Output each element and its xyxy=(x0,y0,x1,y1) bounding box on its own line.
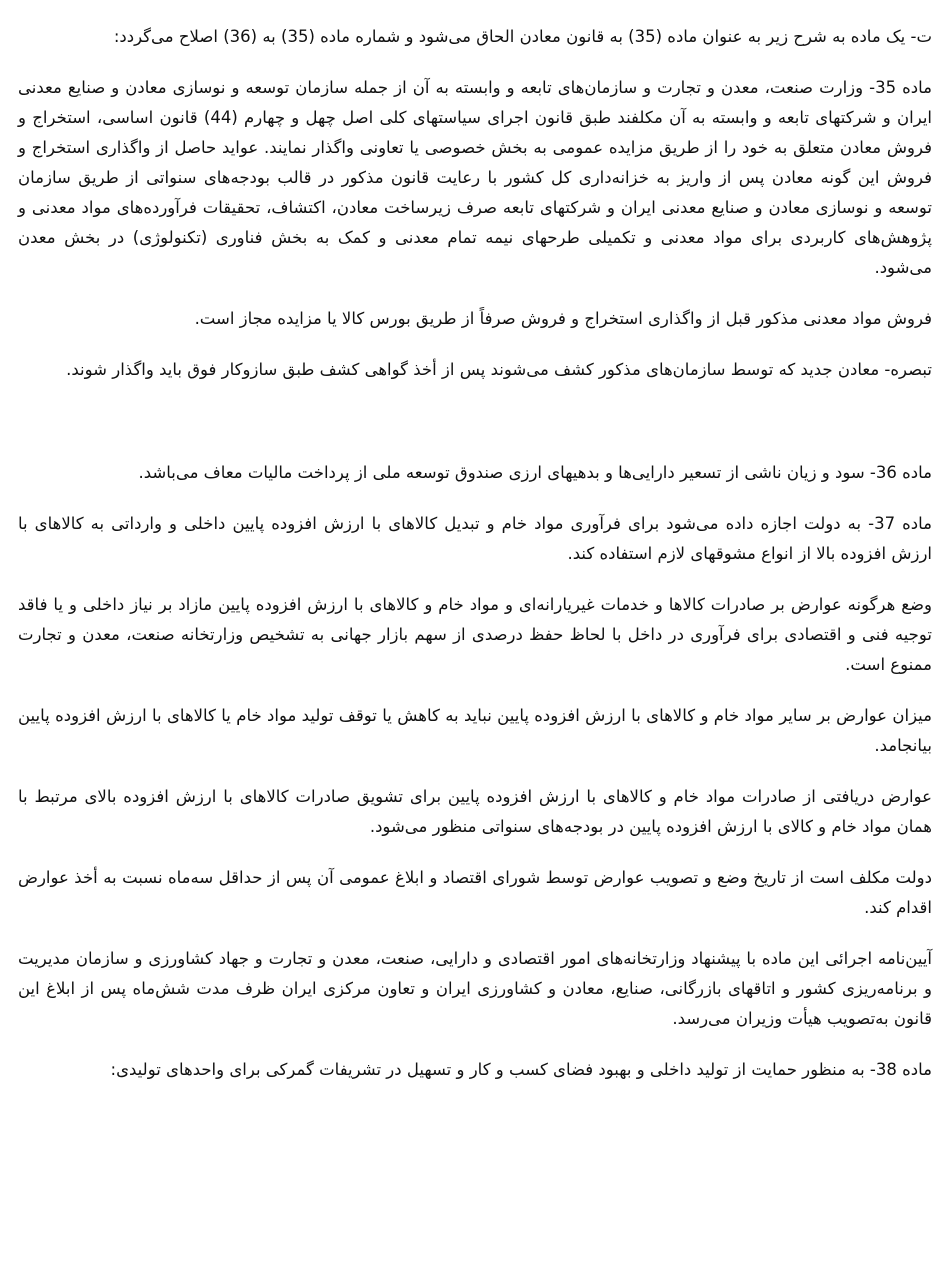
paragraph-government-obligation: دولت مکلف است از تاریخ وضع و تصویب عوارض توسط شورای اقتصاد و ابلاغ عمومی آن پس از حداقل سه‌ماه نسبت به أخذ عوارض اقدام کند. xyxy=(18,868,932,917)
paragraph-export-duties-ban: وضع هرگونه عوارض بر صادرات کالاها و خدمات غیریارانه‌ای و مواد خام و کالاهای با ارزش افزوده پایین مازاد بر نیاز داخلی و یا فاقد توجیه فنی و اقتصادی برای فرآوری در داخل با لحاظ حفظ درصدی از سهم بازار جهانی به تشخیص وزارتخانه صنعت، معدن و تجارت ممنوع است. xyxy=(18,595,932,674)
paragraph-sale-via-exchange: فروش مواد معدنی مذکور قبل از واگذاری استخراج و فروش صرفاً از طریق بورس کالا یا مزایده مجاز است. xyxy=(194,309,932,328)
paragraph-article-37: ماده 37- به دولت اجازه داده می‌شود برای فرآوری مواد خام و تبدیل کالاهای با ارزش افزوده پایین داخلی و وارداتی به کالاهای با ارزش افزوده بالا از انواع مشوقهای لازم استفاده کند. xyxy=(18,514,933,563)
paragraph-article-35: ماده 35- وزارت صنعت، معدن و تجارت و سازمان‌های تابعه و وابسته به آن از جمله سازمان توسعه و نوسازی معادن و صنایع معدنی ایران و شرکتهای تابعه و وابسته به آن مکلفند طبق قانون اجرای سیاستهای کلی اصل چهل و چهارم (44) قانون اساسی، استخراج و فروش معادن متعلق به خود را از طریق مزایده عمومی به بخش خصوصی یا تعاونی واگذار نمایند. عواید حاصل از واگذاری استخراج و فروش این گونه معادن پس از واریز به خزانه‌داری کل کشور با رعایت قانون مذکور در قالب بودجه‌های سنواتی از طریق سازمان توسعه و نوسازی معادن و صنایع معدنی ایران و شرکتهای تابعه صرف زیرساخت معادن، اکتشاف، تحقیقات فرآورده‌های مواد معدنی و پژوهش‌های کاربردی برای مواد معدنی و تکمیلی طرحهای نیمه تمام معدنی و کمک به بخش فناوری (تکنولوژی) در بخش معدن می‌شود. xyxy=(18,78,932,277)
paragraph-duty-levels: میزان عوارض بر سایر مواد خام و کالاهای با ارزش افزوده پایین نباید به کاهش یا توقف تولید مواد خام یا کالاهای با ارزش افزوده پایین بیانجامد. xyxy=(18,706,932,755)
paragraph-note-new-mines: تبصره- معادن جدید که توسط سازمان‌های مذکور کشف می‌شوند پس از أخذ گواهی کشف طبق سازوکار فوق باید واگذار شوند. xyxy=(66,360,932,379)
paragraph-duty-revenue: عوارض دریافتی از صادرات مواد خام و کالاهای با ارزش افزوده پایین برای تشویق صادرات کالاهای با ارزش افزوده بالای مرتبط با همان مواد خام و کالای با ارزش افزوده پایین در بودجه‌های سنواتی منظور می‌شود. xyxy=(18,787,932,836)
paragraph-amendment-intro: ت- یک ماده به شرح زیر به عنوان ماده (35) به قانون معادن الحاق می‌شود و شماره ماده (35) به (36) اصلاح می‌گردد: xyxy=(113,27,932,46)
paragraph-article-36: ماده 36- سود و زیان ناشی از تسعیر دارایی‌ها و بدهیهای ارزی صندوق توسعه ملی از پرداخت مالیات معاف می‌باشد. xyxy=(138,463,932,482)
section-spacer xyxy=(18,406,932,458)
paragraph-bylaw: آیین‌نامه اجرائی این ماده با پیشنهاد وزارتخانه‌های امور اقتصادی و دارایی، صنعت، معدن و تجارت و جهاد کشاورزی و سازمان مدیریت و برنامه‌ریزی کشور و اتاقهای بازرگانی، صنایع، معادن و کشاورزی ایران و تعاون مرکزی ایران ظرف مدت شش‌ماه پس از ابلاغ این قانون به‌تصویب هیأت وزیران می‌رسد. xyxy=(18,949,932,1028)
paragraph-article-38: ماده 38- به منظور حمایت از تولید داخلی و بهبود فضای کسب و کار و تسهیل در تشریفات گمرکی برای واحدهای تولیدی: xyxy=(110,1060,932,1079)
